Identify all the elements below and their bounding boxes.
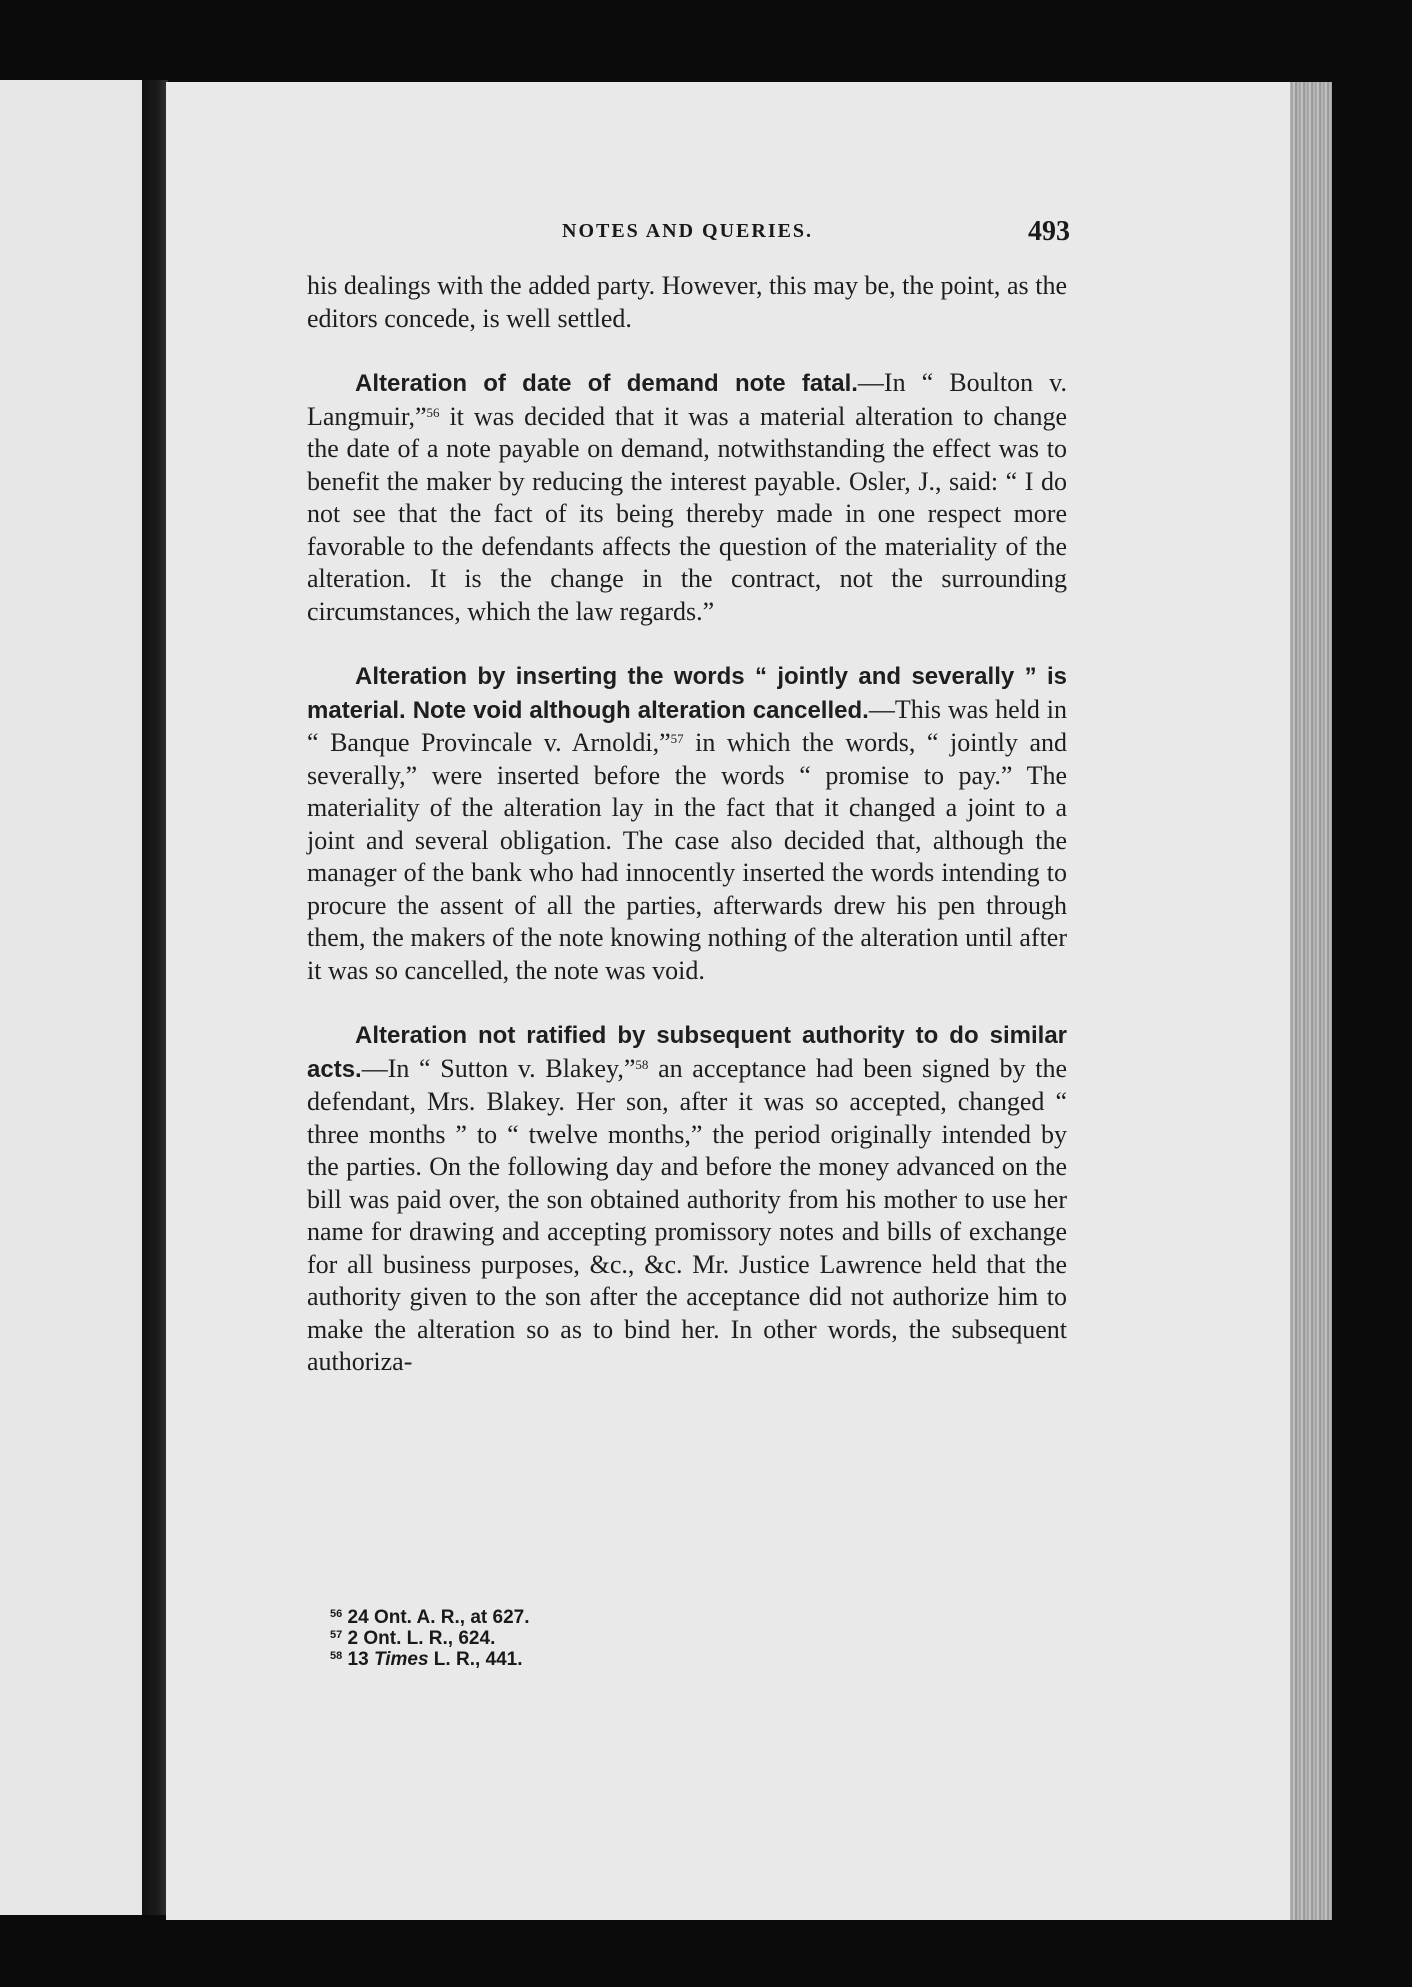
paragraph-text: it was decided that it was a material alteration to change the date of a note payable on demand, notwithstanding the effect was to benefit the maker by reducing the interest payable. Osler, J., said: “ I do not see that the fact of its being thereby made in one respect more favorable to the defendants affects the question of the materiality of the alteration. It is the change in the contract, not the surrounding circumstances, which the law regards.” [307, 401, 1067, 626]
footnote-text: L. R., 441. [428, 1649, 523, 1670]
footnote-ref: 58 [635, 1056, 649, 1072]
footnote [330, 1628, 830, 1649]
page-header [310, 216, 1070, 250]
section-heading: Alteration not ratified by subsequent authority to do similar acts. [307, 1022, 1067, 1083]
footnote-ref: 57 [670, 731, 684, 746]
paragraph-text: an acceptance had been signed by the defendant, Mrs. Blakey. Her son, after it was so accepted, changed “ three months ” to “ twelve months,” the period originally intended by the parties. On the following day and before the money advanced on the bill was paid over, the son obtained authority from his mother to use her name for drawing and accepting promissory notes and bills of exchange for all business purposes, &c., &c. Mr. Justice Lawrence held that the authority given to the son after the acceptance did not authorize him to make the alteration so as to bind her. In other words, the subsequent authoriza- [307, 1053, 1067, 1376]
paragraph-text: in which the words, “ jointly and severally,” were inserted before the words “ promise to pay.” The materiality of the alteration lay in the fact that it changed a joint to a joint and several obligation. The case also decided that, although the manager of the bank who had innocently inserted the words intending to procure the assent of all the parties, afterwards drew his pen through them, the makers of the note knowing nothing of the alteration until after it was so cancelled, the note was void. [307, 728, 1067, 985]
page-number: 493 [1028, 216, 1070, 247]
footnote-text: 13 [347, 1649, 374, 1670]
footnote-number: 58 [330, 1650, 343, 1662]
footnote-italic: Times [373, 1649, 429, 1670]
paragraph [307, 270, 1067, 335]
footnote-number: 56 [330, 1608, 343, 1620]
running-head: NOTES AND QUERIES. [562, 220, 814, 242]
section-heading: Alteration of date of demand note fatal. [355, 370, 858, 397]
page-edges [1290, 82, 1332, 1920]
footnotes [330, 1607, 830, 1670]
footnote [330, 1607, 830, 1628]
paragraph-text: —In “ Sutton v. Blakey,” [361, 1053, 636, 1083]
paragraph-text: —In “ Boulton v. Langmuir,” [307, 368, 1067, 431]
section-heading: Alteration by inserting the words “ jointly and severally ” is material. Note void although alteration cancelled. [307, 663, 1067, 724]
body-text [307, 270, 1067, 1379]
footnote-ref: 56 [426, 404, 440, 420]
footnote-text: 2 Ont. L. R., 624. [347, 1628, 496, 1649]
footnote-number: 57 [330, 1629, 343, 1641]
paragraph [307, 367, 1067, 628]
paragraph [307, 1019, 1067, 1379]
paragraph [307, 660, 1067, 987]
paragraph-text: —This was held in “ Banque Provincale v. Arnoldi,” [307, 694, 1067, 757]
footnote-text: 24 Ont. A. R., at 627. [347, 1607, 530, 1628]
book-spine [142, 80, 168, 1915]
footnote [330, 1649, 830, 1670]
facing-page-edge [0, 80, 150, 1915]
paragraph-text: his dealings with the added party. However, this may be, the point, as the editors concede, is well settled. [307, 271, 1067, 333]
